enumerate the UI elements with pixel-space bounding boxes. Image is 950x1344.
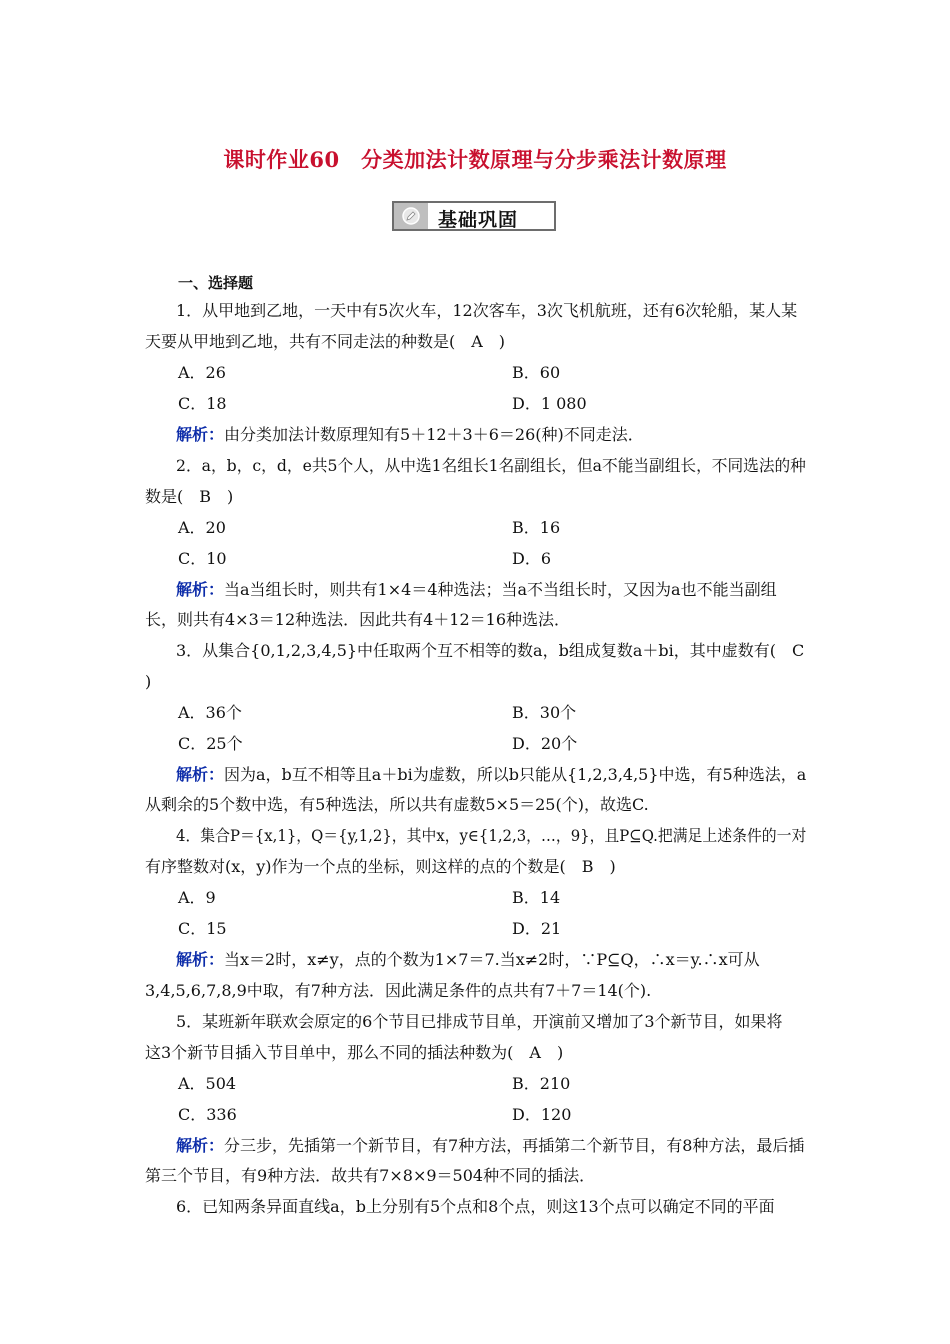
option-a: A．36个 xyxy=(178,703,242,722)
solution-1 xyxy=(176,425,644,445)
question-3-line-2: ) xyxy=(145,672,152,691)
solution-3-line-1 xyxy=(176,765,806,785)
solution-3-line-2: 从剩余的5个数中选，有5种选法，所以共有虚数5×5＝25(个)，故选C. xyxy=(145,795,649,814)
solution-label: 解析： xyxy=(176,580,225,599)
option-b: B．60 xyxy=(512,363,561,382)
solution-text: 当x＝2时，x≠y，点的个数为1×7＝7.当x≠2时，∵P⊆Q，∴x＝y.∴x可从 xyxy=(224,950,760,969)
solution-text: 由分类加法计数原理知有5＋12＋3＋6＝26(种)不同走法． xyxy=(224,425,644,444)
question-1-line-2: 天要从甲地到乙地，共有不同走法的种数是( A ) xyxy=(145,332,506,351)
option-b: B．210 xyxy=(512,1074,571,1093)
question-1-line-1: 1．从甲地到乙地，一天中有5次火车，12次客车，3次飞机航班，还有6次轮船，某人某 xyxy=(176,301,798,320)
page-title: 课时作业60 分类加法计数原理与分步乘法计数原理 xyxy=(223,147,727,172)
option-c: C．25个 xyxy=(178,734,243,753)
option-a: A．26 xyxy=(178,363,226,382)
option-a: A．504 xyxy=(178,1074,237,1093)
option-b: B．16 xyxy=(512,518,561,537)
solution-text: 因为a，b互不相等且a＋bi为虚数，所以b只能从{1,2,3,4,5}中选，有5种选法，a xyxy=(224,765,807,784)
solution-5-line-1 xyxy=(176,1136,804,1156)
question-3-line-1: 3．从集合{0,1,2,3,4,5}中任取两个互不相等的数a，b组成复数a＋bi，其中虚数有( C xyxy=(176,641,805,660)
question-6-line-1: 6．已知两条异面直线a，b上分别有5个点和8个点，则这13个点可以确定不同的平面 xyxy=(176,1197,775,1216)
option-b: B．14 xyxy=(512,888,561,907)
question-2-line-1: 2．a，b，c，d，e共5个人，从中选1名组长1名副组长，但a不能当副组长，不同选法的种 xyxy=(176,456,806,475)
option-c: C．18 xyxy=(178,394,227,413)
question-4-line-2: 有序整数对(x，y)作为一个点的坐标，则这样的点的个数是( B ) xyxy=(145,857,616,876)
option-d: D．21 xyxy=(512,919,562,938)
option-d: D．120 xyxy=(512,1105,572,1124)
solution-label: 解析： xyxy=(176,765,225,784)
solution-2-line-1 xyxy=(176,580,777,600)
option-d: D．20个 xyxy=(512,734,578,753)
option-c: C．10 xyxy=(178,549,227,568)
solution-label: 解析： xyxy=(176,1136,225,1155)
solution-text: 当a当组长时，则共有1×4＝4种选法；当a不当组长时，又因为a也不能当副组 xyxy=(224,580,777,599)
option-a: A．20 xyxy=(178,518,226,537)
question-2-line-2: 数是( B ) xyxy=(145,487,234,506)
question-5-line-2: 这3个新节目插入节目单中，那么不同的插法种数为( A ) xyxy=(145,1043,564,1062)
solution-text: 分三步，先插第一个新节目，有7种方法，再插第二个新节目，有8种方法，最后插 xyxy=(224,1136,805,1155)
question-5-line-1: 5．某班新年联欢会原定的6个节目已排成节目单，开演前又增加了3个新节目，如果将 xyxy=(176,1012,783,1031)
solution-label: 解析： xyxy=(176,425,225,444)
option-d: D．1 080 xyxy=(512,394,587,413)
question-4-line-1: 4．集合P＝{x,1}，Q＝{y,1,2}，其中x，y∈{1,2,3，…，9}，且P⊆Q.把满足上述条件的一对 xyxy=(176,826,807,845)
pencil-icon xyxy=(402,207,420,225)
option-b: B．30个 xyxy=(512,703,577,722)
solution-4-line-1 xyxy=(176,950,760,970)
option-c: C．15 xyxy=(178,919,227,938)
option-d: D．6 xyxy=(512,549,552,568)
banner-label: 基础巩固 xyxy=(438,209,519,231)
section-heading: 一、选择题 xyxy=(178,274,254,292)
option-a: A．9 xyxy=(178,888,216,907)
solution-label: 解析： xyxy=(176,950,225,969)
solution-4-line-2: 3,4,5,6,7,8,9中取，有7种方法．因此满足条件的点共有7＋7＝14(个). xyxy=(145,981,652,1000)
section-banner xyxy=(392,201,556,231)
solution-2-line-2: 长，则共有4×3＝12种选法．因此共有4＋12＝16种选法． xyxy=(145,610,571,629)
option-c: C．336 xyxy=(178,1105,237,1124)
banner-icon-box xyxy=(394,203,428,229)
solution-5-line-2: 第三个节目，有9种方法．故共有7×8×9＝504种不同的插法． xyxy=(145,1166,596,1185)
